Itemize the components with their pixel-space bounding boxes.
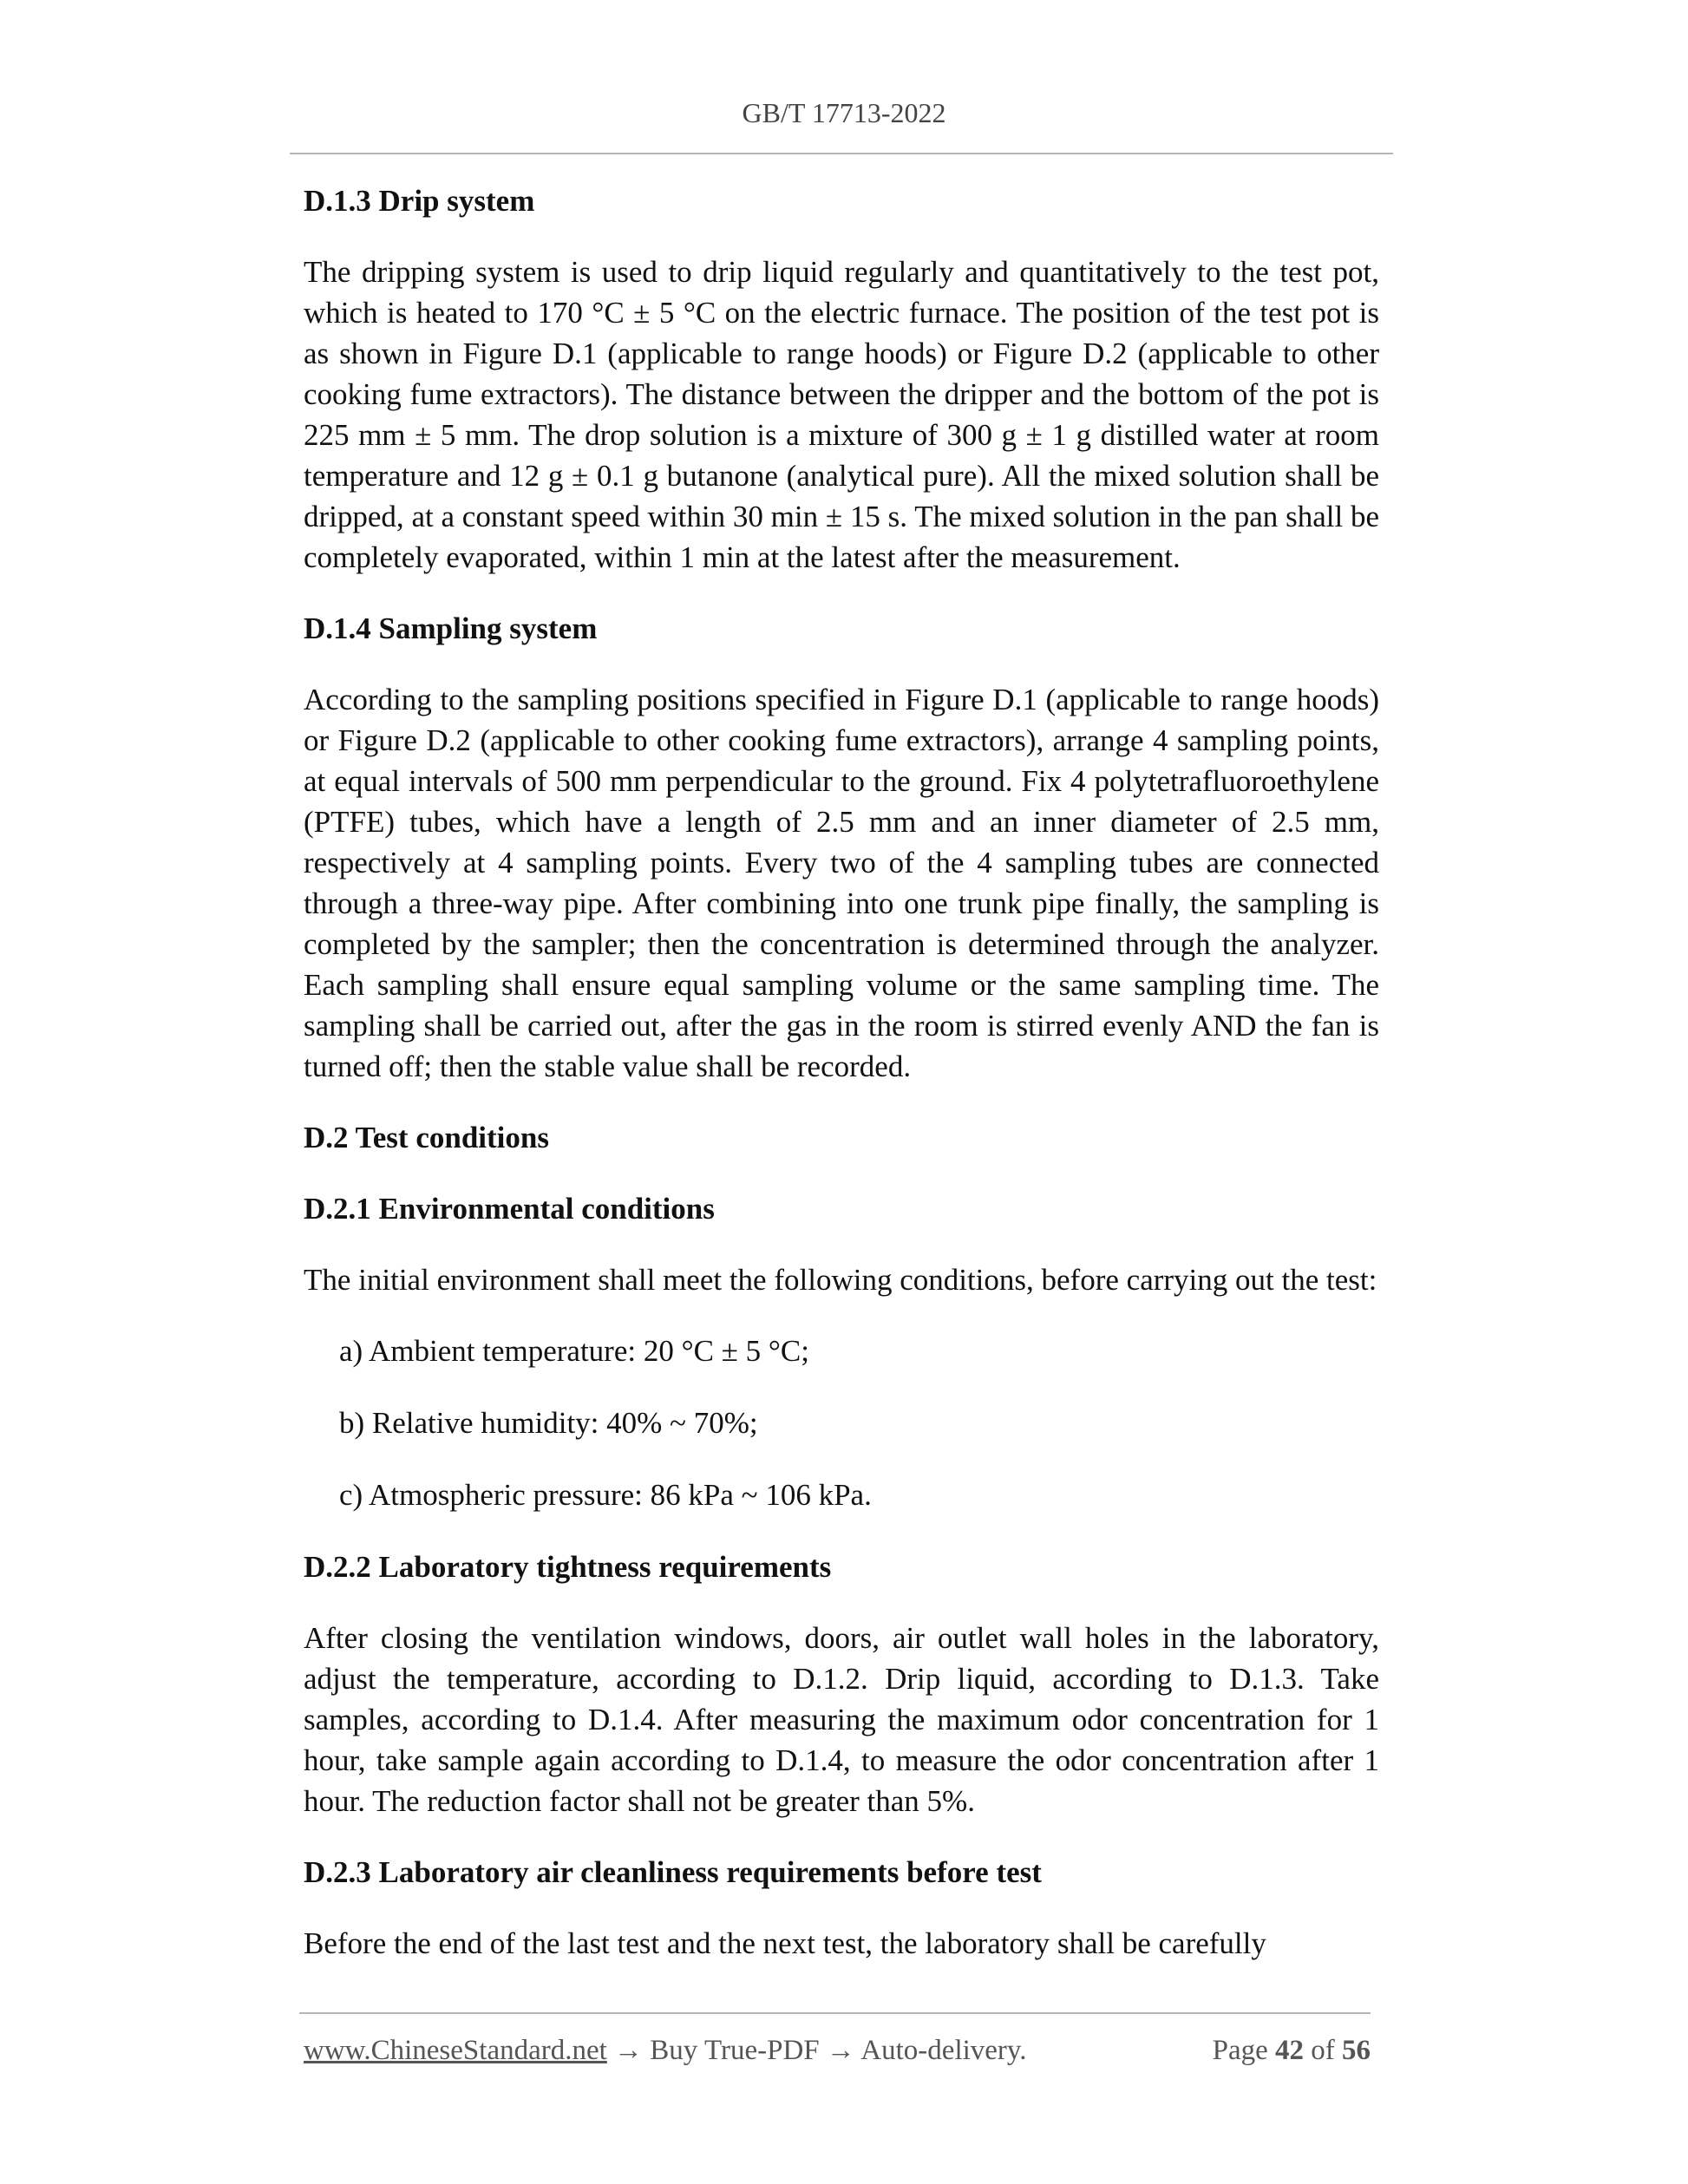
section-heading-d14: D.1.4 Sampling system: [304, 611, 598, 645]
page-label: Page: [1212, 2035, 1268, 2066]
list-item-atmospheric-pressure: c) Atmospheric pressure: 86 kPa ~ 106 kPa.: [339, 1478, 872, 1512]
section-heading-d2: D.2 Test conditions: [304, 1121, 549, 1154]
footer-divider: [299, 2012, 1371, 2014]
section-heading-d22: D.2.2 Laboratory tightness requirements: [304, 1550, 832, 1584]
footer-promo-text: → Buy True-PDF → Auto-delivery.: [606, 2035, 1027, 2066]
section-paragraph-d14: According to the sampling positions specified in Figure D.1 (applicable to range hoods) or Figure D.2 (applicable to other cooking fume extractors), arrange 4 sampling points, at equal intervals of 500 mm perpendicular to the ground. Fix 4 polytetrafluoroethylene (PTFE) tubes, which have a length of 2.5 mm and an inner diameter of 2.5 mm, respectively at 4 sampling points. Every two of the 4 sampling tubes are connected through a three-way pipe. After combining into one trunk pipe finally, the sampling is completed by the sampler; then the concentration is determined through the analyzer. Each sampling shall ensure equal sampling volume or the same sampling time. The sampling shall be carried out, after the gas in the room is stirred evenly AND the fan is turned off; then the stable value shall be recorded.: [304, 683, 1379, 1083]
list-item-ambient-temperature: a) Ambient temperature: 20 °C ± 5 °C;: [339, 1334, 809, 1368]
section-paragraph-d22: After closing the ventilation windows, doors, air outlet wall holes in the laboratory, adjust the temperature, according to D.1.2. Drip liquid, according to D.1.3. Take samples, according to D.1.4. After measuring the maximum odor concentration for 1 hour, take sample again according to D.1.4, to measure the odor concentration after 1 hour. The reduction factor shall not be greater than 5%.: [304, 1621, 1379, 1818]
page-content: [304, 180, 1379, 1964]
section-paragraph-d13: The dripping system is used to drip liquid regularly and quantitatively to the test pot, which is heated to 170 °C ± 5 °C on the electric furnace. The position of the test pot is as shown in Figure D.1 (applicable to range hoods) or Figure D.2 (applicable to other cooking fume extractors). The distance between the dripper and the bottom of the pot is 225 mm ± 5 mm. The drop solution is a mixture of 300 g ± 1 g distilled water at room temperature and 12 g ± 0.1 g butanone (analytical pure). All the mixed solution shall be dripped, at a constant speed within 30 min ± 15 s. The mixed solution in the pan shall be completely evaporated, within 1 min at the latest after the measurement.: [304, 255, 1379, 574]
section-paragraph-d21: The initial environment shall meet the following conditions, before carrying out the test:: [304, 1263, 1377, 1297]
footer-promo: [304, 2031, 1027, 2070]
page-number: 42: [1275, 2035, 1304, 2066]
page-header: GB/T 17713-2022: [742, 97, 946, 128]
section-heading-d13: D.1.3 Drip system: [304, 184, 535, 218]
header-divider: [290, 153, 1393, 154]
website-link[interactable]: www.ChineseStandard.net: [304, 2035, 607, 2066]
page-counter: [1213, 2031, 1371, 2070]
section-heading-d23: D.2.3 Laboratory air cleanliness requirements before test: [304, 1855, 1042, 1889]
section-heading-d21: D.2.1 Environmental conditions: [304, 1192, 715, 1226]
list-item-relative-humidity: b) Relative humidity: 40% ~ 70%;: [339, 1406, 758, 1440]
of-label: of: [1311, 2035, 1335, 2066]
total-pages: 56: [1342, 2035, 1371, 2066]
section-paragraph-d23: Before the end of the last test and the next test, the laboratory shall be carefully: [304, 1926, 1266, 1960]
